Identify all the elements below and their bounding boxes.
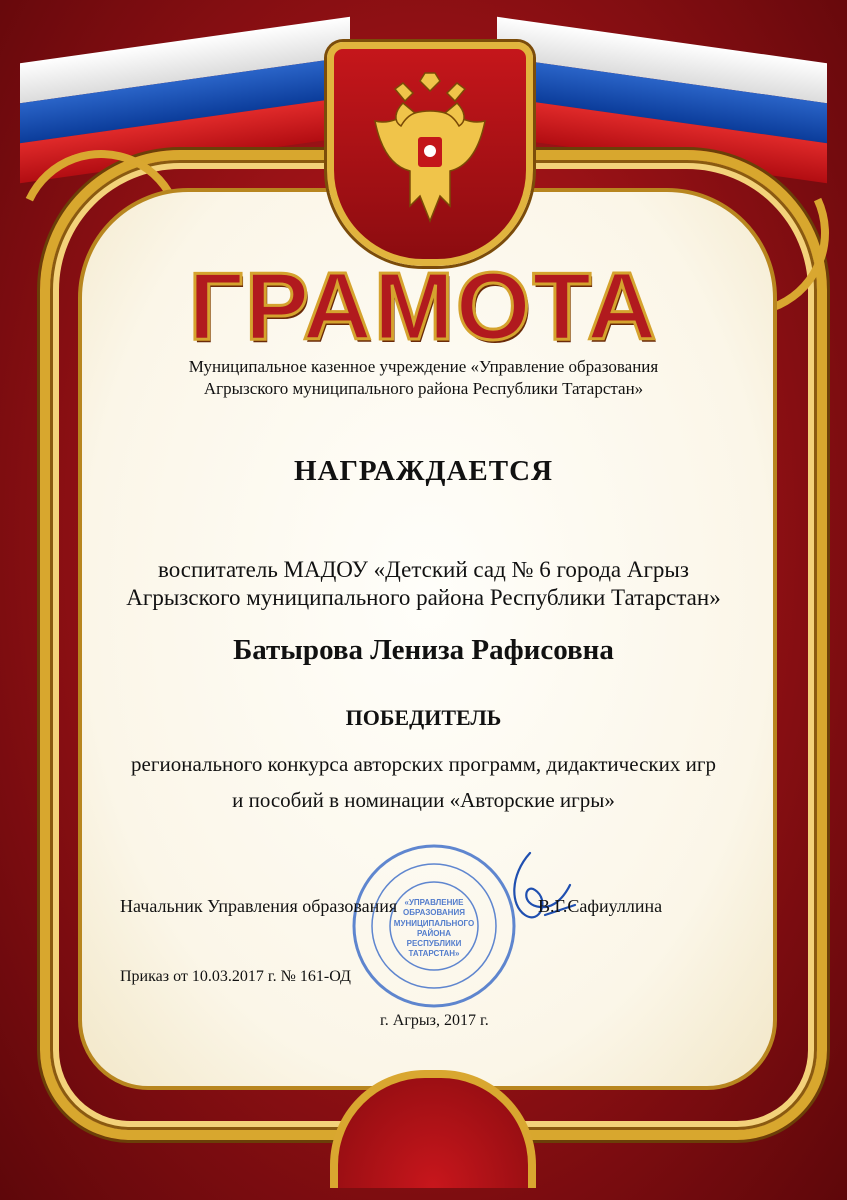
contest-line-1: регионального конкурса авторских программ, дидактических игр xyxy=(131,752,716,776)
stamp-line-5: РЕСПУБЛИКИ xyxy=(406,939,462,948)
coat-of-arms-shield xyxy=(327,42,533,266)
certificate-title: ГРАМОТА xyxy=(188,253,659,360)
organization-line-2: Агрызского муниципального района Республики Татарстан» xyxy=(203,379,644,398)
stamp-line-2: ОБРАЗОВАНИЯ xyxy=(403,908,465,917)
organization-line-1: Муниципальное казенное учреждение «Управление образования xyxy=(188,357,659,376)
stamp-line-4: РАЙОНА xyxy=(417,929,451,938)
double-headed-eagle-icon xyxy=(365,71,495,231)
handwritten-signature-icon xyxy=(490,845,580,935)
recipient-name: Батырова Лениза Рафисовна xyxy=(233,634,614,666)
issuing-organization xyxy=(0,356,847,400)
contest-description xyxy=(0,746,847,818)
position-line-1: воспитатель МАДОУ «Детский сад № 6 города Агрыз xyxy=(158,557,689,582)
stamp-line-6: ТАТАРСТАН» xyxy=(408,949,460,958)
signatory-name: В.Г.Сафиуллина xyxy=(538,896,663,916)
winner-heading: ПОБЕДИТЕЛЬ xyxy=(345,705,502,730)
position-line-2: Агрызского муниципального района Республики Татарстан» xyxy=(126,585,721,610)
place-and-date: г. Агрыз, 2017 г. xyxy=(380,1012,489,1029)
stamp-line-1: «УПРАВЛЕНИЕ xyxy=(404,898,464,907)
awarded-heading: НАГРАЖДАЕТСЯ xyxy=(293,455,554,487)
contest-line-2: и пособий в номинации «Авторские игры» xyxy=(232,788,615,812)
signatory-title: Начальник Управления образования xyxy=(120,896,398,916)
recipient-position xyxy=(0,556,847,612)
order-reference: Приказ от 10.03.2017 г. № 161-ОД xyxy=(120,968,351,985)
stamp-line-3: МУНИЦИПАЛЬНОГО xyxy=(393,919,475,928)
